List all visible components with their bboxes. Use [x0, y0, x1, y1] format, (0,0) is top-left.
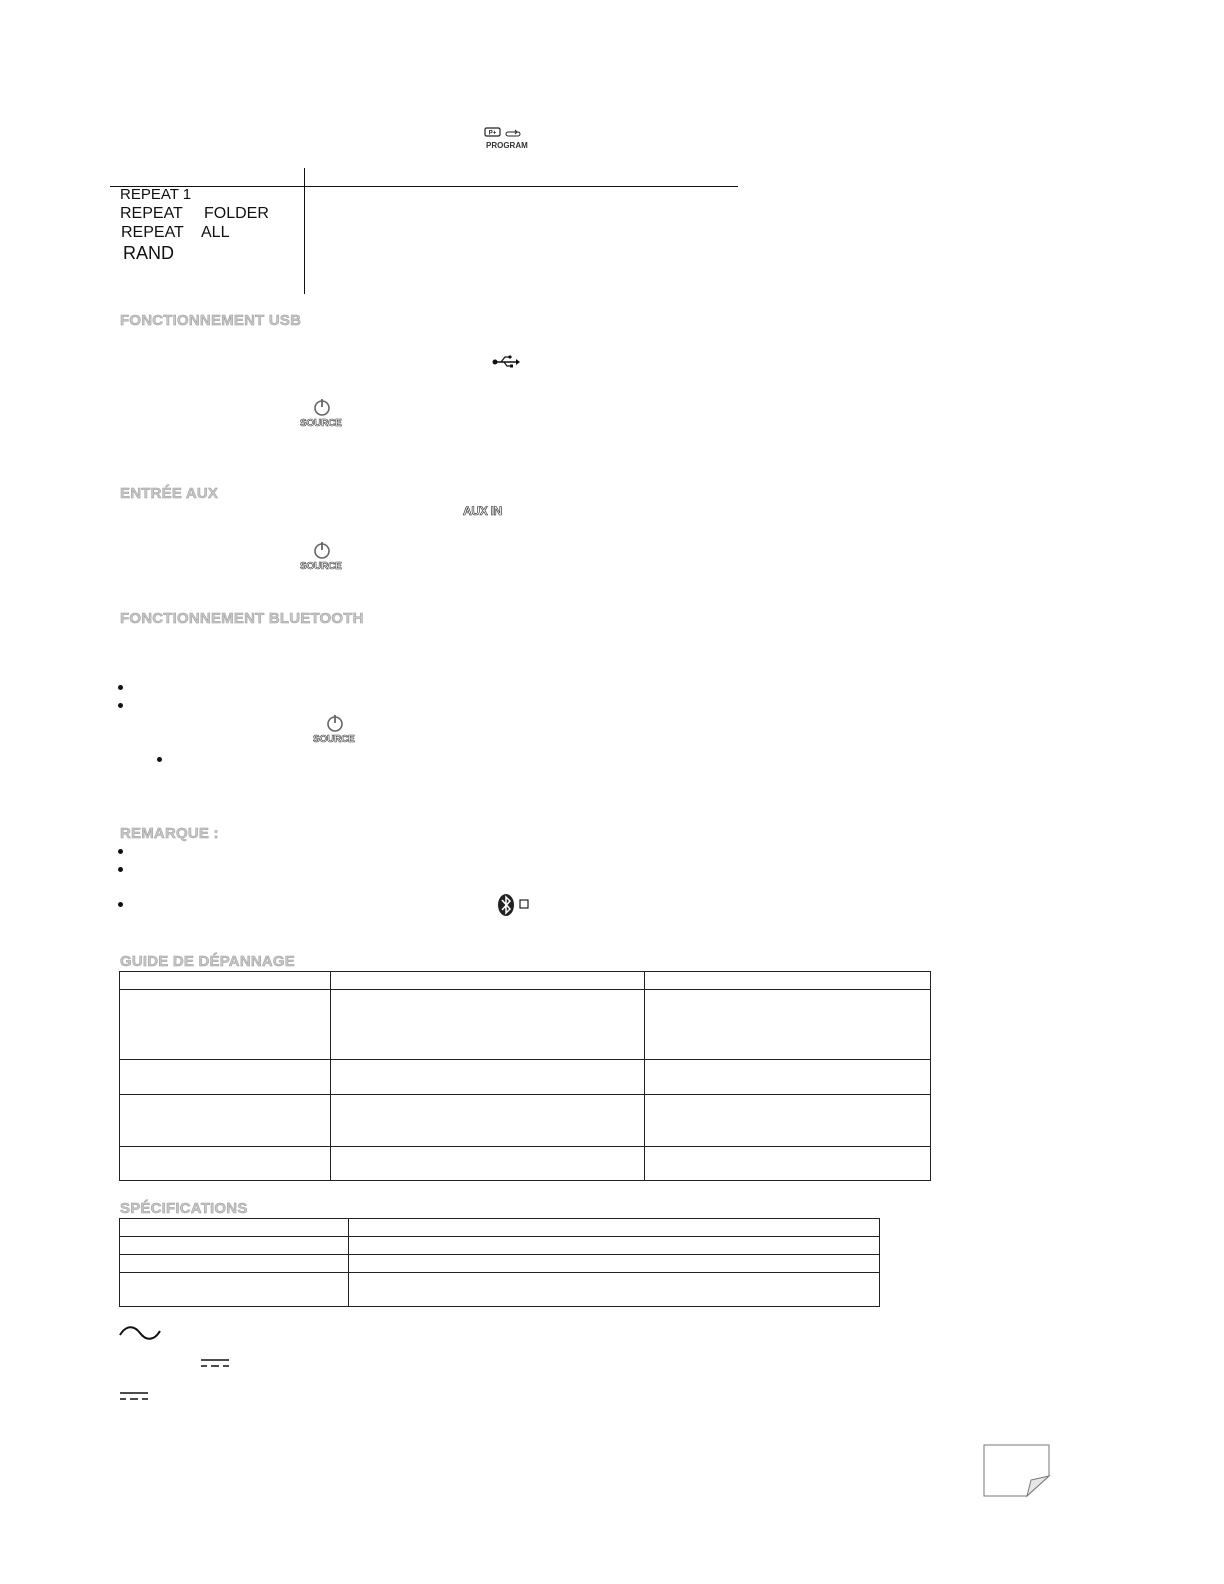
- table-row: [120, 1219, 880, 1237]
- table-row: [120, 1147, 931, 1181]
- bluetooth-icon: [497, 893, 531, 922]
- table-row: [120, 990, 931, 1060]
- repeat-1: REPEAT 1: [120, 186, 192, 203]
- table-row: [120, 1095, 931, 1147]
- specifications-heading: SPÉCIFICATIONS: [120, 1200, 248, 1217]
- troubleshooting-heading: GUIDE DE DÉPANNAGE: [120, 953, 296, 970]
- source-label: SOURCE: [300, 418, 342, 429]
- table-row: [120, 972, 931, 990]
- bt-source-button: [313, 713, 359, 749]
- table-row: [120, 1255, 880, 1273]
- dc-symbol-icon: [119, 1389, 149, 1407]
- troubleshooting-table: [119, 971, 931, 1181]
- program-repeat-icon: [484, 127, 524, 141]
- specifications-table: [119, 1218, 880, 1307]
- program-label: PROGRAM: [486, 141, 528, 150]
- power-icon: [325, 713, 345, 733]
- repeat-all-2: ALL: [201, 224, 230, 241]
- bullet: [118, 867, 123, 872]
- program-icon: [484, 127, 528, 151]
- bullet: [118, 902, 123, 907]
- aux-source-button: [300, 540, 346, 576]
- repeat-all-1: REPEAT: [121, 224, 184, 241]
- power-icon: [312, 397, 332, 417]
- bullet: [118, 703, 123, 708]
- remarque-heading: REMARQUE :: [120, 825, 219, 842]
- ac-wave-icon: [118, 1323, 162, 1348]
- table-row: [120, 1060, 931, 1095]
- usb-heading: FONCTIONNEMENT USB: [120, 312, 302, 329]
- repeat-folder-1: REPEAT: [120, 205, 183, 222]
- aux-heading: ENTRÉE AUX: [120, 485, 219, 502]
- source-label: SOURCE: [313, 734, 355, 745]
- usb-source-button: [300, 397, 346, 433]
- aux-in-label: AUX IN: [463, 504, 502, 518]
- table-row: [120, 1273, 880, 1307]
- bullet: [118, 685, 123, 690]
- source-label: SOURCE: [300, 561, 342, 572]
- bullet: [157, 757, 162, 762]
- repeat-table-rule: [110, 186, 738, 187]
- page-curl-icon: [983, 1444, 1051, 1503]
- repeat-rand: RAND: [123, 243, 175, 263]
- dc-symbol-icon: [200, 1356, 230, 1374]
- power-icon: [312, 540, 332, 560]
- svg-text:P+: P+: [488, 130, 497, 137]
- usb-icon: [492, 354, 522, 375]
- table-row: [120, 1237, 880, 1255]
- bullet: [118, 849, 123, 854]
- bluetooth-heading: FONCTIONNEMENT BLUETOOTH: [120, 610, 364, 627]
- repeat-folder-2: FOLDER: [204, 205, 269, 222]
